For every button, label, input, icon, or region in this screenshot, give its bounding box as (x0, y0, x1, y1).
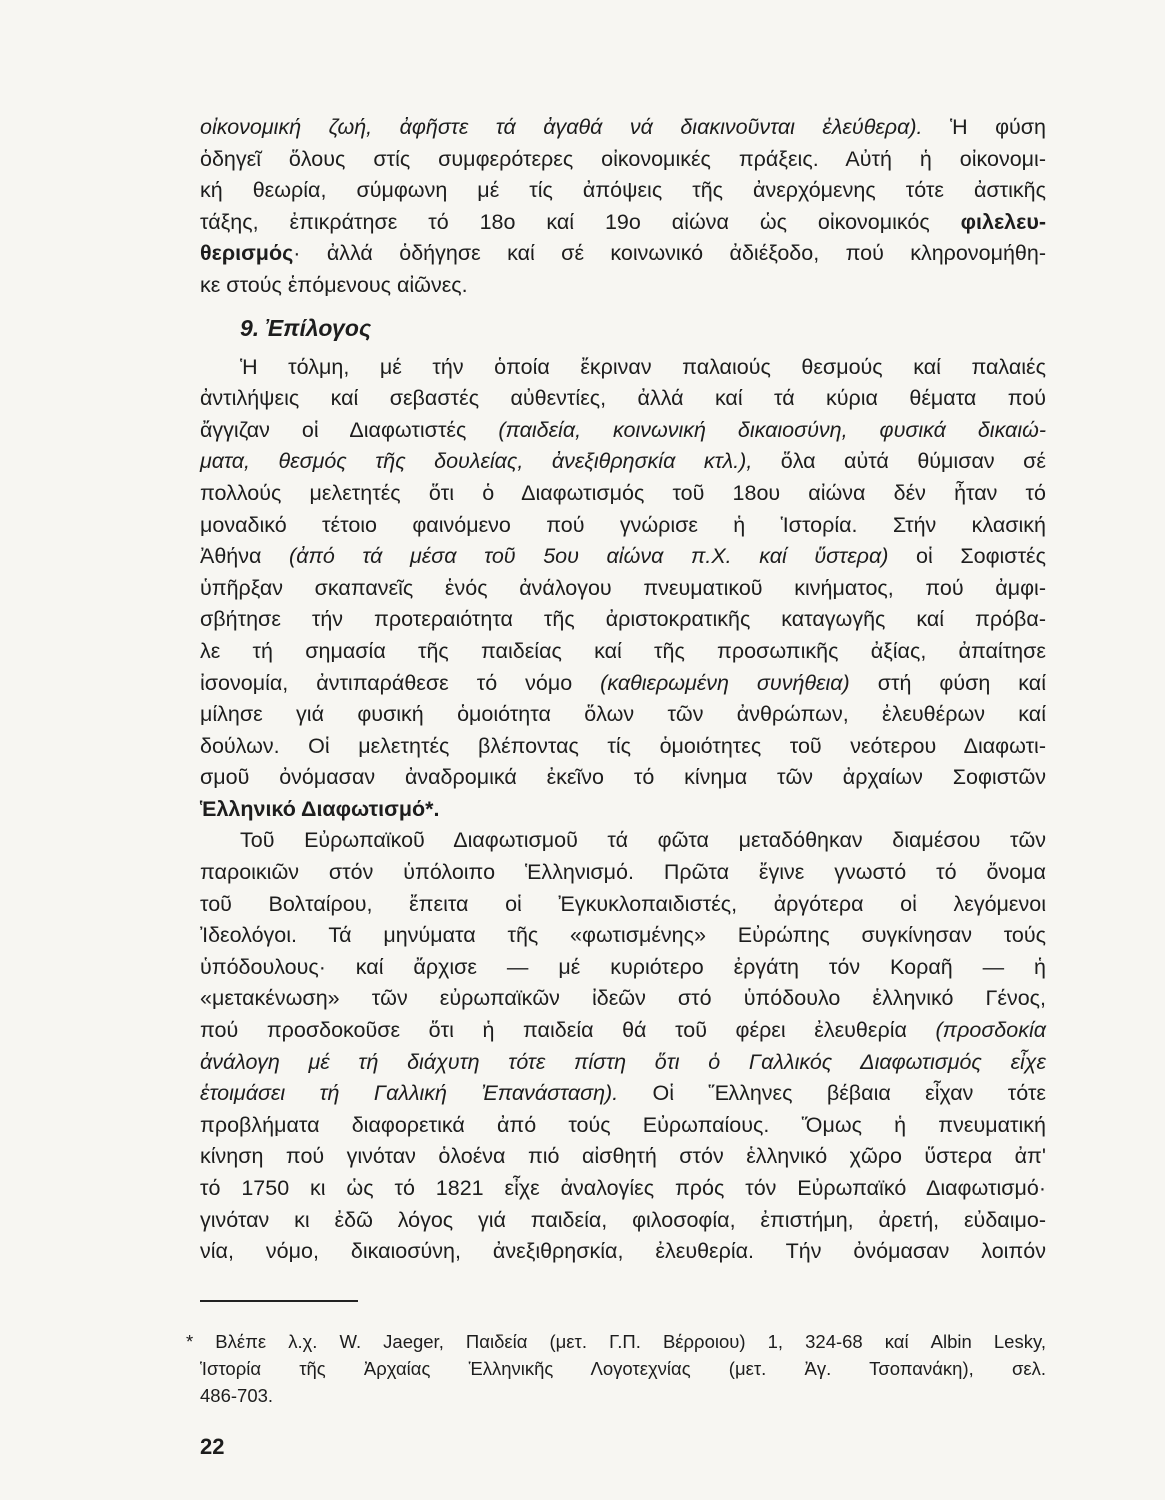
text-line: ὑπῆρξαν σκαπανεῖς ἑνός ἀνάλογου πνευματικοῦ κινήματος, πού ἀμφι- (200, 575, 1046, 600)
text-line: σβήτησε τήν προτεραιότητα τῆς ἀριστοκρατικῆς καταγωγῆς καί πρόβα- (200, 607, 1046, 632)
bold-term: φιλελευ- (960, 209, 1046, 234)
text-line: μοναδικό τέτοιο φαινόμενο πού γνώρισε ἡ Ἱστορία. Στήν κλασική (200, 512, 1046, 537)
italic-phrase: (προσδοκία (935, 1018, 1046, 1043)
footnote-line: Ἱστορία τῆς Ἀρχαίας Ἑλληνικῆς Λογοτεχνίας (μετ. Ἀγ. Τσοπανάκη), σελ. (200, 1358, 1046, 1379)
text-line: Ἰδεολόγοι. Τά μηνύματα τῆς «φωτισμένης» Εὐρώπης συγκίνησαν τούς (200, 923, 1046, 948)
text-line: κε στούς ἑπόμενους αἰῶνες. (200, 272, 468, 297)
italic-phrase: ματα, θεσμός τῆς δουλείας, ἀνεξιθρησκία κτλ.), (200, 449, 753, 474)
text-line: ὑπόδουλους· καί ἄρχισε — μέ κυριότερο ἐργάτη τόν Κοραῆ — ἡ (200, 954, 1046, 979)
paragraph-greek-enlightenment (200, 825, 1046, 1267)
text-line: λε τή σημασία τῆς παιδείας καί τῆς προσωπικῆς ἀξίας, ἀπαίτησε (200, 638, 1046, 663)
page-number: 22 (200, 1434, 225, 1459)
text-line: «μετακένωση» τῶν εὐρωπαϊκῶν ἰδεῶν στό ὑπόδουλο ἑλληνικό Γένος, (200, 986, 1046, 1011)
text-line: στή φύση καί (849, 670, 1047, 695)
italic-phrase: (ἀπό τά μέσα τοῦ 5ου αἰώνα π.Χ. καί ὕστερα) (289, 544, 889, 569)
footnote-divider (200, 1300, 358, 1302)
text-line: ὅλα αὐτά θύμισαν σέ (752, 449, 1046, 474)
bold-term: θερισμός (200, 241, 294, 266)
italic-phrase: (παιδεία, κοινωνική δικαιοσύνη, φυσικά δικαιώ- (498, 417, 1047, 442)
text-line: · ἀλλά ὁδήγησε καί σέ κοινωνικό ἀδιέξοδο, πού κληρονομήθη- (293, 241, 1046, 266)
footnote-line: 486-703. (200, 1385, 274, 1406)
text-line: τάξης, ἐπικράτησε τό 18ο καί 19ο αἰώνα ὡς οἰκονομικός (200, 209, 961, 234)
italic-phrase: (καθιερωμένη συνήθεια) (600, 670, 850, 695)
text-line: Ἀθήνα (200, 544, 290, 569)
bold-term: Ἑλληνικό Διαφωτισμό*. (200, 796, 440, 821)
text-line: πού προσδοκοῦσε ὅτι ἡ παιδεία θά τοῦ φέρει ἐλευθερία (200, 1018, 936, 1043)
italic-phrase: ἀνάλογη μέ τή διάχυτη τότε πίστη ὅτι ὁ Γαλλικός Διαφωτισμός εἶχε (200, 1049, 1046, 1074)
text-line: νία, νόμο, δικαιοσύνη, ἀνεξιθρησκία, ἐλευθερία. Τήν ὀνόμασαν λοιπόν (200, 1239, 1046, 1264)
paragraph-sophists (200, 352, 1046, 826)
footnote (186, 1328, 1046, 1409)
paragraph-economic-liberalism (200, 112, 1046, 302)
italic-phrase: οἰκονομική ζωή, ἀφῆστε τά ἀγαθά νά διακινοῦνται ἐλεύθερα). (200, 115, 923, 139)
text-line: Τοῦ Εὐρωπαϊκοῦ Διαφωτισμοῦ τά φῶτα μεταδόθηκαν διαμέσου τῶν (240, 828, 1046, 853)
footnote-line: * Βλέπε λ.χ. W. Jaeger, Παιδεία (μετ. Γ.Π. Βέρροιου) 1, 324-68 καί Albin Lesky, (186, 1331, 1046, 1352)
text-line: ἄγγιζαν οἱ Διαφωτιστές (200, 417, 499, 442)
text-line: Οἱ Ἕλληνες βέβαια εἶχαν τότε (618, 1081, 1046, 1106)
text-line: γινόταν κι ἐδῶ λόγος γιά παιδεία, φιλοσοφία, ἐπιστήμη, ἀρετή, εὐδαιμο- (200, 1207, 1046, 1232)
main-text (200, 112, 1046, 1268)
text-line: σμοῦ ὀνόμασαν ἀναδρομικά ἐκεῖνο τό κίνημα τῶν ἀρχαίων Σοφιστῶν (200, 765, 1046, 790)
text-line: κίνηση πού γινόταν ὁλοένα πιό αἰσθητή στόν ἑλληνικό χῶρο ὕστερα ἀπ' (200, 1144, 1046, 1169)
text-line: ἰσονομία, ἀντιπαράθεσε τό νόμο (200, 670, 601, 695)
text-line: Ἡ φύση (922, 115, 1047, 139)
text-line: ὁδηγεῖ ὅλους στίς συμφερότερες οἰκονομικές πράξεις. Αὐτή ἡ οἰκονομι- (200, 146, 1046, 171)
text-line: τό 1750 κι ὡς τό 1821 εἶχε ἀναλογίες πρός τόν Εὐρωπαϊκό Διαφωτισμό· (200, 1176, 1046, 1200)
text-line: Ἡ τόλμη, μέ τήν ὁποία ἔκριναν παλαιούς θεσμούς καί παλαιές (240, 354, 1046, 379)
text-line: πολλούς μελετητές ὅτι ὁ Διαφωτισμός τοῦ 18ου αἰώνα δέν ἦταν τό (200, 480, 1046, 505)
text-line: παροικιῶν στόν ὑπόλοιπο Ἑλληνισμό. Πρῶτα ἔγινε γνωστό τό ὄνομα (200, 860, 1046, 885)
text-line: ἀντιλήψεις καί σεβαστές αὐθεντίες, ἀλλά καί τά κύρια θέματα πού (200, 386, 1046, 411)
text-line: κή θεωρία, σύμφωνη μέ τίς ἀπόψεις τῆς ἀνερχόμενης τότε ἀστικῆς (200, 178, 1046, 203)
text-line: οἱ Σοφιστές (888, 544, 1047, 569)
section-heading: 9. Ἐπίλογος (240, 314, 372, 341)
text-line: μίλησε γιά φυσική ὁμοιότητα ὅλων τῶν ἀνθρώπων, ἐλευθέρων καί (200, 702, 1046, 727)
text-line: τοῦ Βολταίρου, ἔπειτα οἱ Ἐγκυκλοπαιδιστές, ἀργότερα οἱ λεγόμενοι (200, 891, 1046, 916)
text-line: δούλων. Οἱ μελετητές βλέποντας τίς ὁμοιότητες τοῦ νεότερου Διαφωτι- (200, 733, 1046, 758)
italic-phrase: ἑτοιμάσει τή Γαλλική Ἐπανάσταση). (200, 1081, 619, 1106)
text-line: προβλήματα διαφορετικά ἀπό τούς Εὐρωπαίους. Ὅμως ἡ πνευματική (200, 1112, 1046, 1137)
